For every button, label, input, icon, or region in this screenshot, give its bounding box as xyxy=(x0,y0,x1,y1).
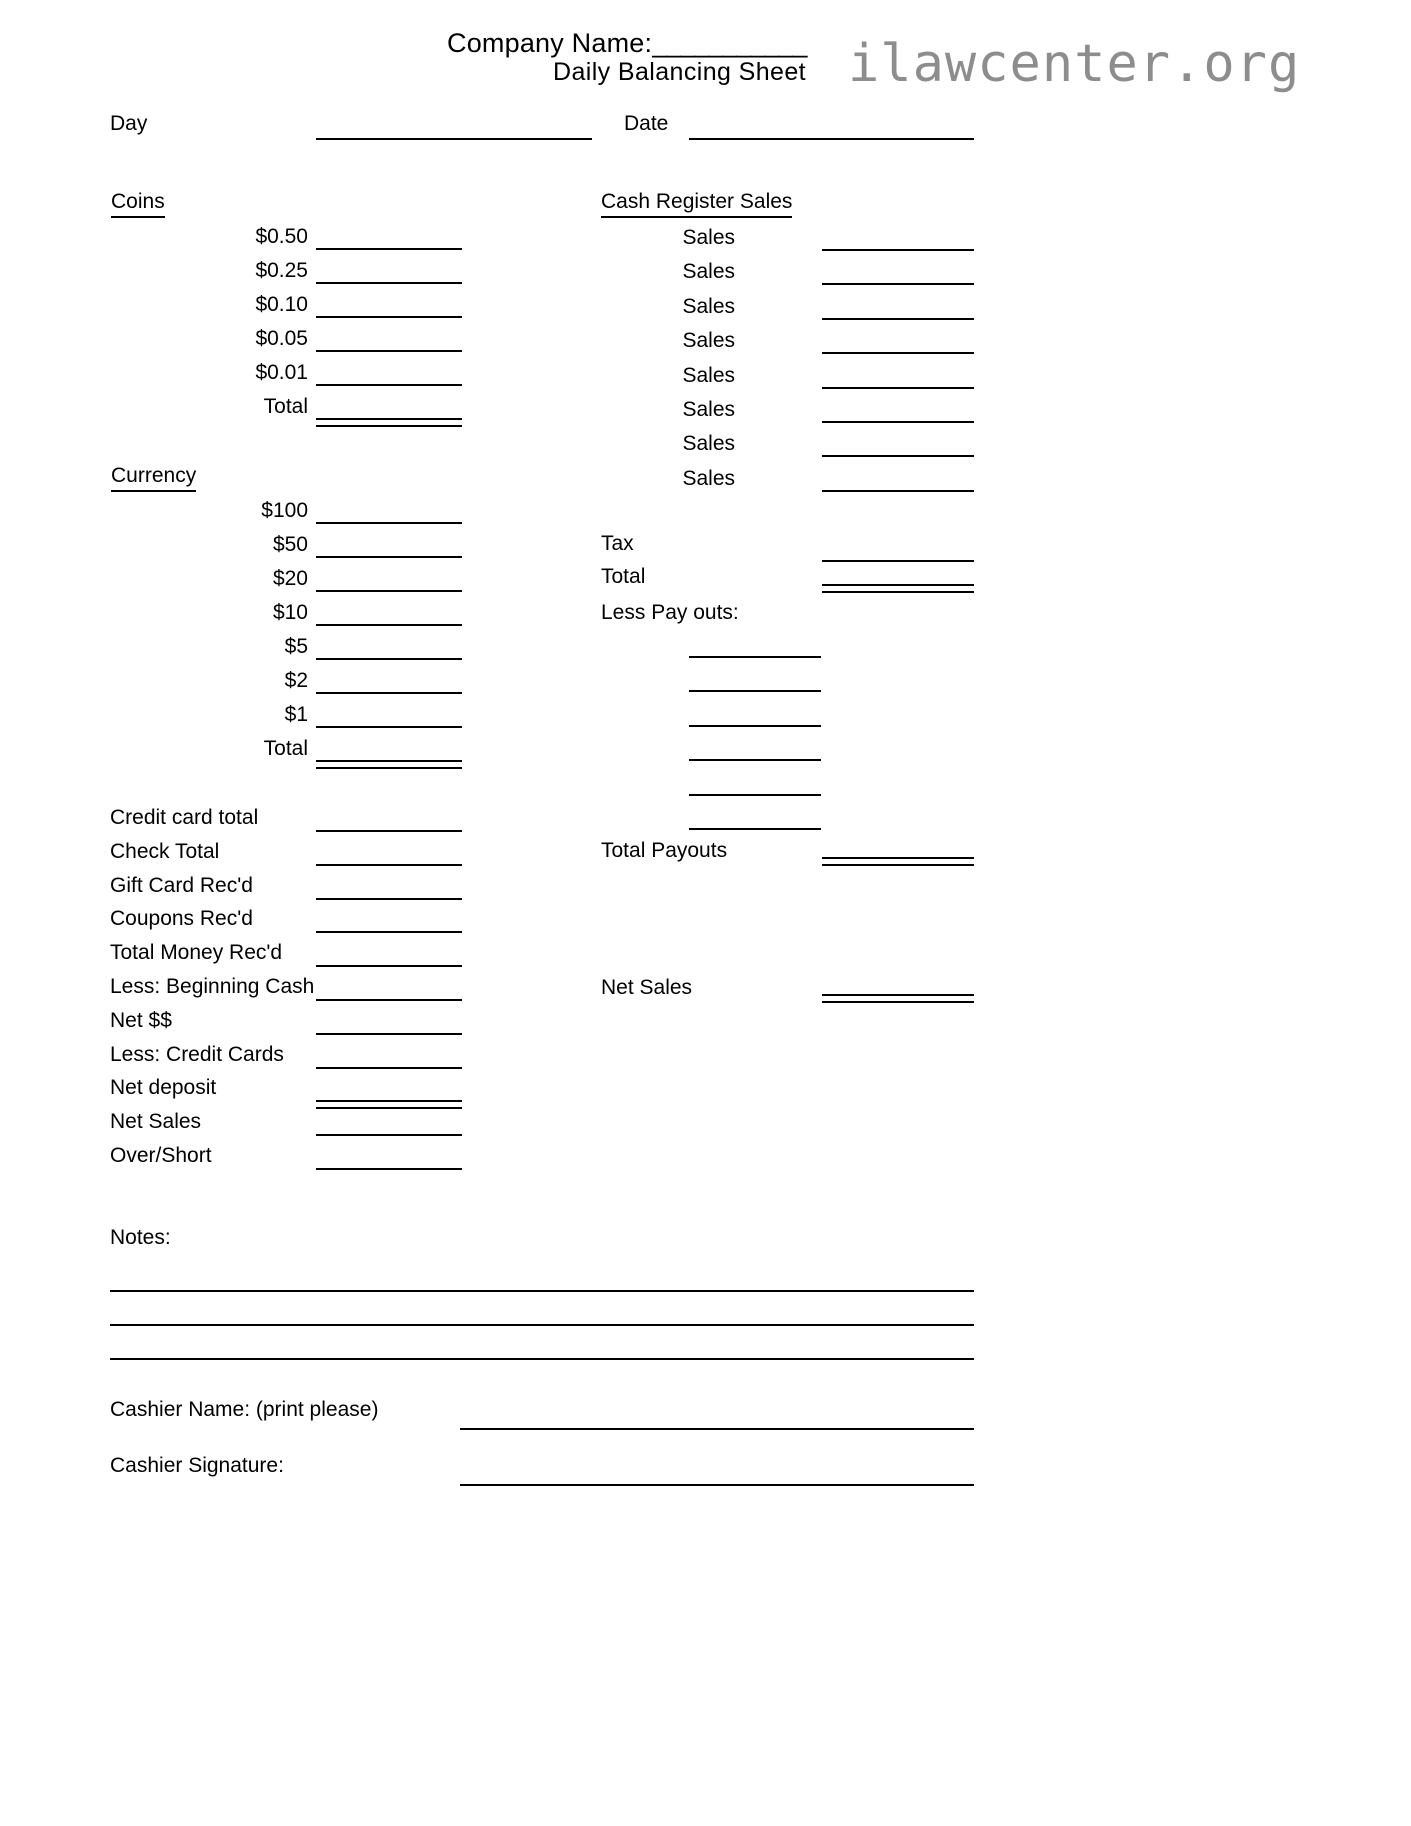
day-input-rule[interactable] xyxy=(316,138,592,140)
cashier-name-label: Cashier Name: (print please) xyxy=(110,1398,379,1421)
net-sales-right-label: Net Sales xyxy=(601,976,693,999)
summary-row-label-2: Gift Card Rec'd xyxy=(110,873,253,897)
currency-row-label-0: $100 xyxy=(261,499,308,522)
coins-row-label-2: $0.10 xyxy=(255,293,308,316)
summary-row-label-8: Net deposit xyxy=(110,1076,217,1100)
register-total-label: Total xyxy=(601,565,646,588)
coins-row-input-rule-5[interactable] xyxy=(316,418,462,427)
summary-row-input-rule-8[interactable] xyxy=(316,1100,462,1109)
payout-input-rule-2[interactable] xyxy=(689,725,821,727)
sales-row-input-rule-4[interactable] xyxy=(822,387,974,389)
currency-row-label-5: $2 xyxy=(284,669,308,692)
sales-row-label-4: Sales xyxy=(682,363,735,387)
currency-row-label-7: Total xyxy=(263,737,308,760)
coins-heading: Coins xyxy=(111,190,165,218)
currency-row-input-rule-7[interactable] xyxy=(316,760,462,769)
payout-input-rule-3[interactable] xyxy=(689,759,821,761)
currency-row-input-rule-5[interactable] xyxy=(316,692,462,694)
coins-row-label-5: Total xyxy=(263,395,308,418)
sales-row-input-rule-0[interactable] xyxy=(822,249,974,251)
tax-label: Tax xyxy=(601,532,634,555)
sales-row-input-rule-3[interactable] xyxy=(822,352,974,354)
cash-register-sales-heading: Cash Register Sales xyxy=(601,190,792,218)
register-total-input-rule[interactable] xyxy=(822,584,974,593)
summary-row-input-rule-0[interactable] xyxy=(316,830,462,832)
currency-row-input-rule-0[interactable] xyxy=(316,522,462,524)
payout-input-rule-1[interactable] xyxy=(689,690,821,692)
net-sales-right-input-rule[interactable] xyxy=(822,994,974,1003)
sales-row-input-rule-1[interactable] xyxy=(822,283,974,285)
payout-input-rule-0[interactable] xyxy=(689,656,821,658)
summary-row-input-rule-9[interactable] xyxy=(316,1134,462,1136)
day-label: Day xyxy=(110,112,148,135)
currency-row-label-2: $20 xyxy=(272,567,308,590)
sales-row-label-3: Sales xyxy=(682,329,735,353)
summary-row-label-7: Less: Credit Cards xyxy=(110,1042,284,1066)
less-payouts-heading: Less Pay outs: xyxy=(601,601,739,624)
summary-row-input-rule-3[interactable] xyxy=(316,931,462,933)
summary-row-label-5: Less: Beginning Cash xyxy=(110,975,315,998)
summary-row-label-10: Over/Short xyxy=(110,1144,212,1167)
coins-row-input-rule-0[interactable] xyxy=(316,248,462,250)
coins-row-input-rule-4[interactable] xyxy=(316,384,462,386)
coins-row-input-rule-2[interactable] xyxy=(316,316,462,318)
sales-row-label-6: Sales xyxy=(682,432,735,456)
sales-row-input-rule-5[interactable] xyxy=(822,421,974,423)
sales-row-input-rule-2[interactable] xyxy=(822,318,974,320)
sales-row-input-rule-7[interactable] xyxy=(822,490,974,492)
summary-row-input-rule-5[interactable] xyxy=(316,999,462,1001)
summary-row-input-rule-2[interactable] xyxy=(316,898,462,900)
summary-row-label-4: Total Money Rec'd xyxy=(110,941,283,965)
notes-label: Notes: xyxy=(110,1226,171,1249)
currency-row-input-rule-1[interactable] xyxy=(316,556,462,558)
sales-row-label-0: Sales xyxy=(682,226,735,249)
currency-row-input-rule-2[interactable] xyxy=(316,590,462,592)
sales-row-label-1: Sales xyxy=(682,260,735,284)
summary-row-label-9: Net Sales xyxy=(110,1110,202,1134)
page-title: Daily Balancing Sheet xyxy=(553,58,806,86)
summary-row-input-rule-4[interactable] xyxy=(316,965,462,967)
summary-row-input-rule-1[interactable] xyxy=(316,864,462,866)
coins-row-input-rule-3[interactable] xyxy=(316,350,462,352)
currency-row-label-3: $10 xyxy=(272,601,308,624)
total-payouts-input-rule[interactable] xyxy=(822,857,974,866)
summary-row-input-rule-6[interactable] xyxy=(316,1033,462,1035)
currency-row-label-1: $50 xyxy=(272,533,308,556)
summary-row-label-1: Check Total xyxy=(110,839,220,863)
coins-row-label-3: $0.05 xyxy=(255,327,308,350)
summary-row-label-3: Coupons Rec'd xyxy=(110,907,253,931)
cashier-signature-label: Cashier Signature: xyxy=(110,1454,284,1477)
currency-row-label-6: $1 xyxy=(284,703,308,726)
currency-row-input-rule-4[interactable] xyxy=(316,658,462,660)
date-label: Date xyxy=(624,112,669,135)
sales-row-label-7: Sales xyxy=(682,466,735,490)
watermark: ilawcenter.org xyxy=(848,34,1301,94)
sales-row-label-5: Sales xyxy=(682,398,735,421)
coins-row-label-4: $0.01 xyxy=(255,361,308,384)
summary-row-label-0: Credit card total xyxy=(110,806,259,829)
currency-row-label-4: $5 xyxy=(284,635,308,658)
company-name-blank[interactable]: ___________ xyxy=(652,28,807,58)
payout-input-rule-4[interactable] xyxy=(689,794,821,796)
cashier-name-input-rule[interactable] xyxy=(460,1428,974,1430)
date-input-rule[interactable] xyxy=(689,138,974,140)
total-payouts-label: Total Payouts xyxy=(601,839,728,862)
company-name-header xyxy=(447,28,806,59)
summary-row-input-rule-10[interactable] xyxy=(316,1168,462,1170)
currency-heading: Currency xyxy=(111,464,196,492)
currency-row-input-rule-3[interactable] xyxy=(316,624,462,626)
coins-row-label-1: $0.25 xyxy=(255,259,308,282)
cashier-signature-input-rule[interactable] xyxy=(460,1484,974,1486)
notes-input-rule-0[interactable] xyxy=(110,1290,974,1292)
company-name-label: Company Name: xyxy=(447,28,653,58)
notes-input-rule-1[interactable] xyxy=(110,1324,974,1326)
currency-row-input-rule-6[interactable] xyxy=(316,726,462,728)
tax-input-rule[interactable] xyxy=(822,560,974,562)
notes-input-rule-2[interactable] xyxy=(110,1358,974,1360)
coins-row-label-0: $0.50 xyxy=(255,225,308,248)
payout-input-rule-5[interactable] xyxy=(689,828,821,830)
summary-row-label-6: Net $$ xyxy=(110,1008,172,1032)
coins-row-input-rule-1[interactable] xyxy=(316,282,462,284)
sales-row-input-rule-6[interactable] xyxy=(822,455,974,457)
summary-row-input-rule-7[interactable] xyxy=(316,1067,462,1069)
sales-row-label-2: Sales xyxy=(682,294,735,318)
